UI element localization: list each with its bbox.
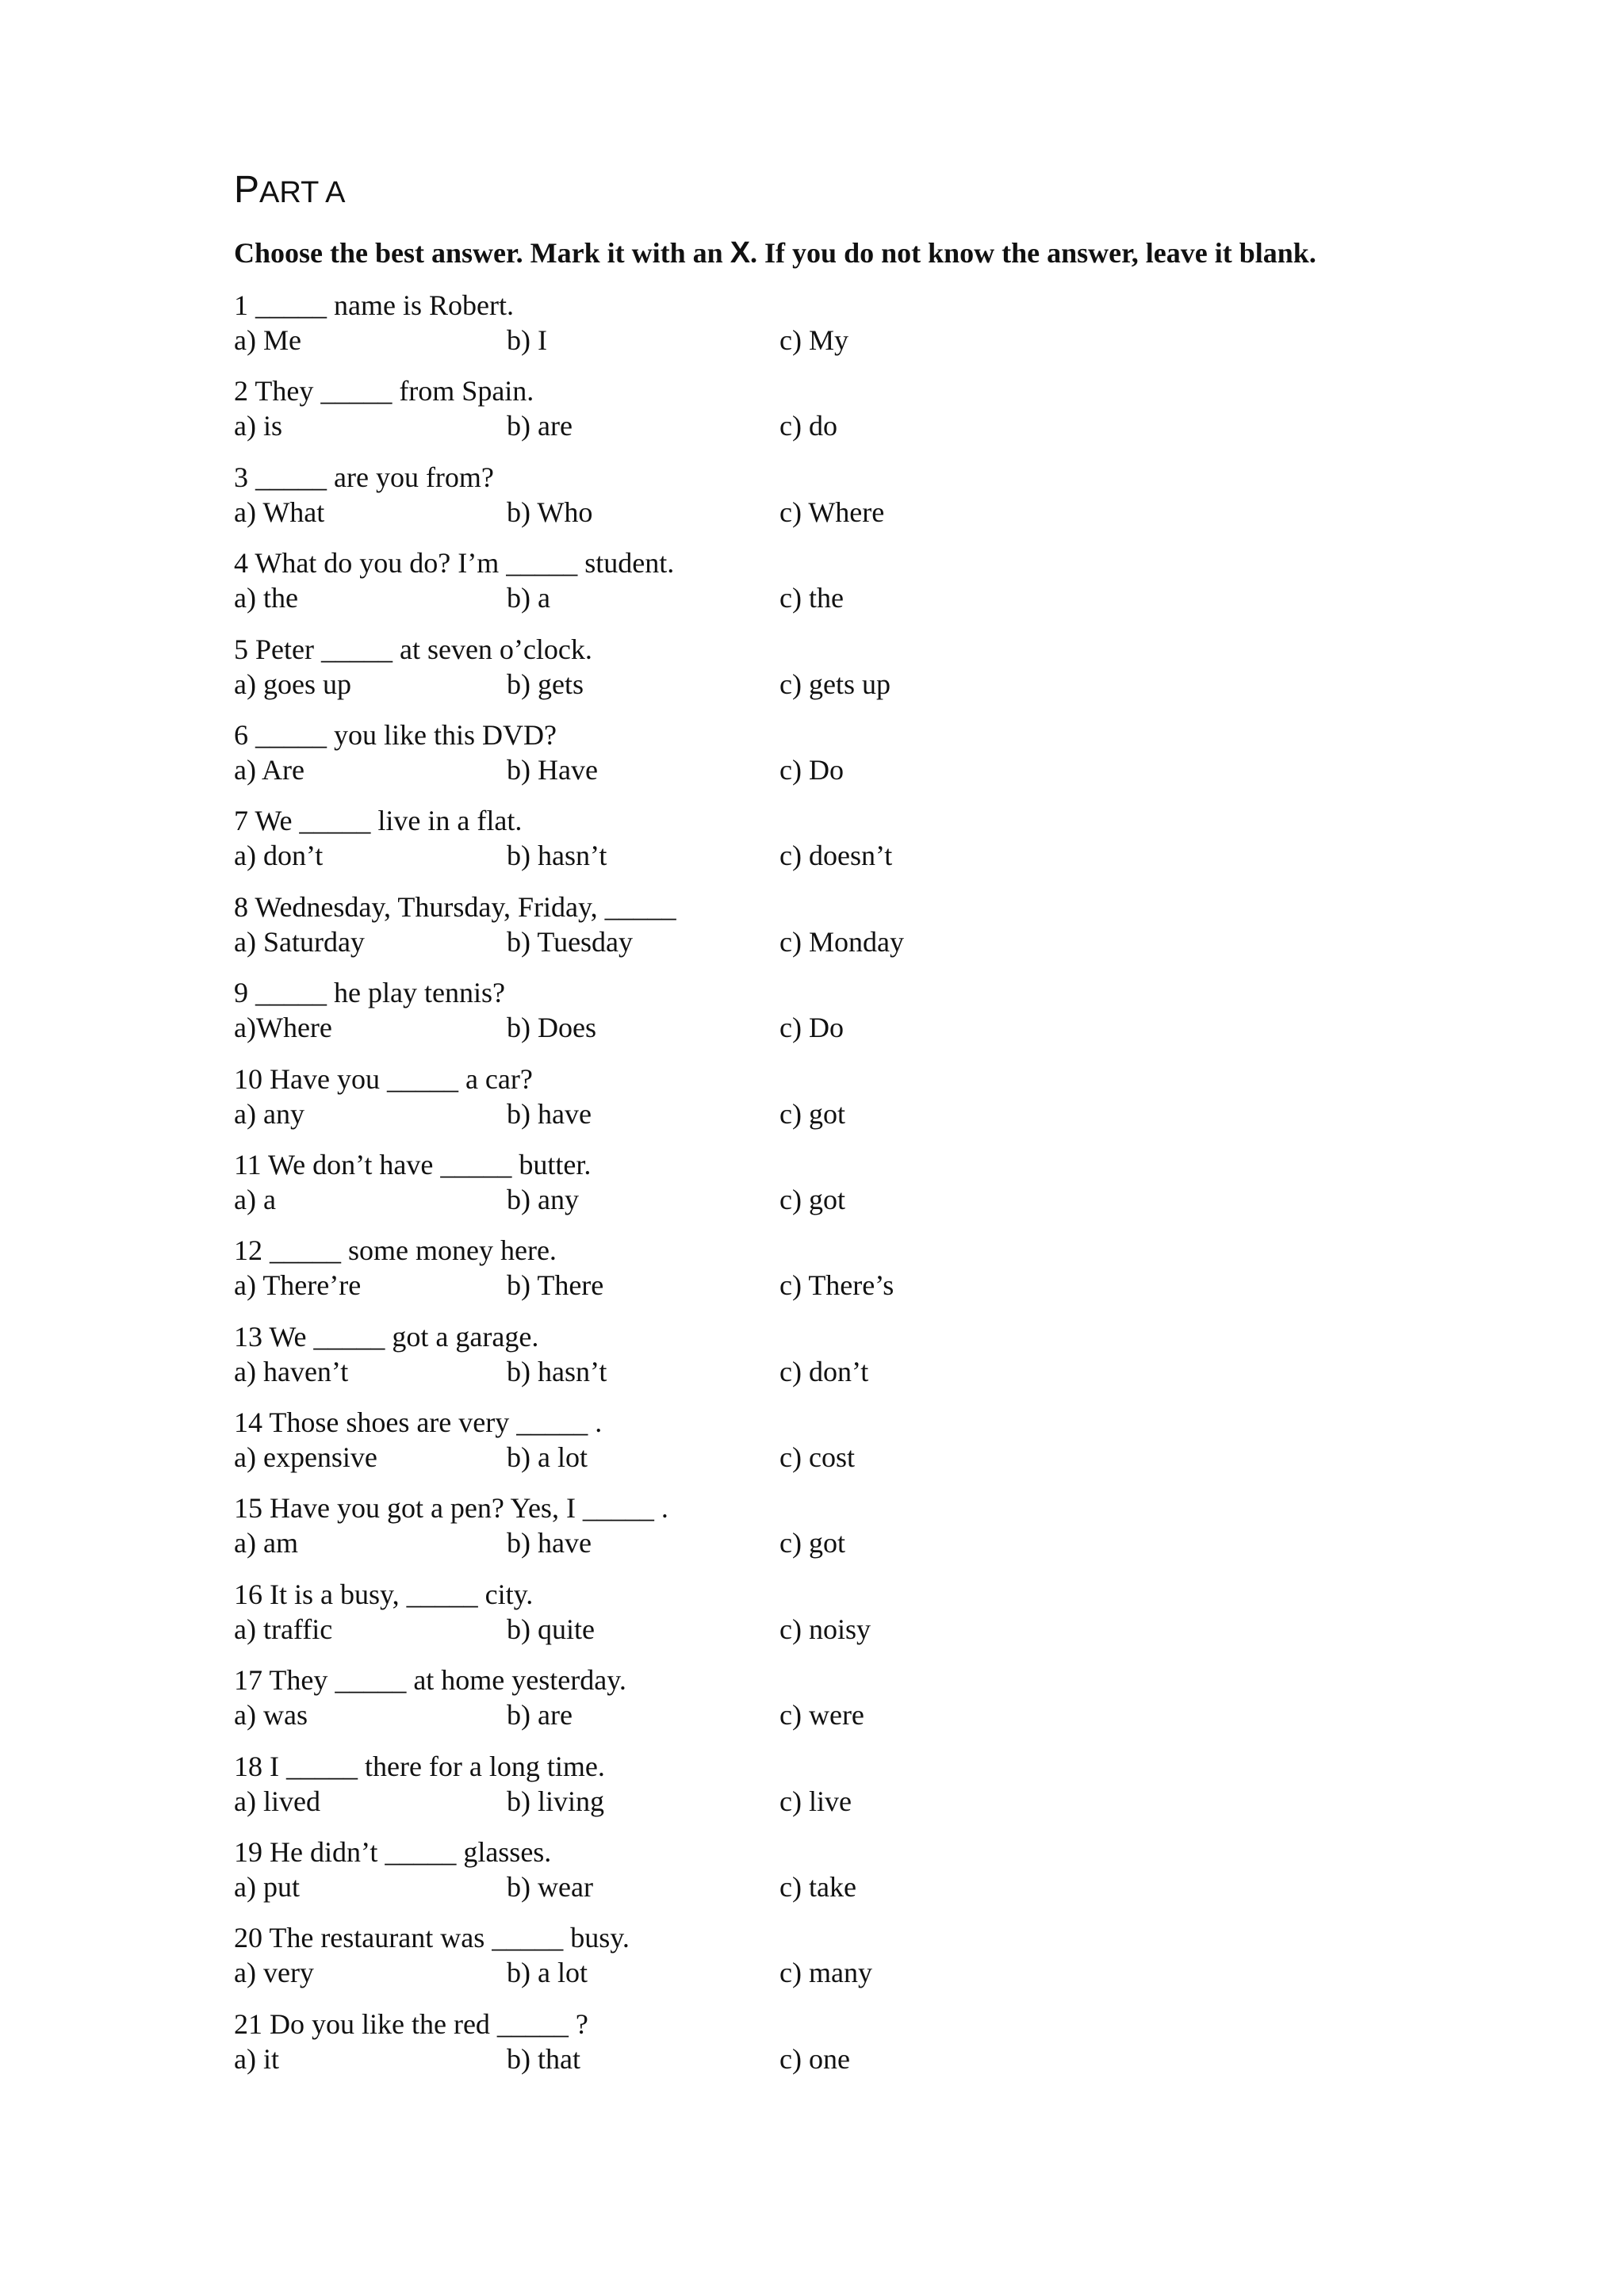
option-a[interactable]: a) haven’t [234, 1355, 349, 1387]
question-text: 9 _____ he play tennis? [234, 977, 505, 1009]
option-c[interactable]: c) live [779, 1785, 852, 1817]
answer-options [234, 2042, 1566, 2076]
answer-options [234, 838, 1566, 873]
option-a[interactable]: a) it [234, 2042, 279, 2075]
option-a[interactable]: a) lived [234, 1785, 320, 1817]
option-a[interactable]: a) Are [234, 753, 304, 786]
option-c[interactable]: c) My [779, 324, 848, 356]
question-text: 21 Do you like the red _____ ? [234, 2007, 588, 2040]
answer-options [234, 495, 1566, 530]
option-b[interactable]: b) hasn’t [507, 1355, 607, 1387]
mark-x-symbol: X [730, 236, 751, 270]
question-18 [234, 1749, 1566, 1835]
answer-options [234, 1784, 1566, 1819]
option-a[interactable]: a) There’re [234, 1269, 362, 1302]
question-text: 6 _____ you like this DVD? [234, 718, 557, 751]
option-c[interactable]: c) Do [779, 1012, 844, 1044]
option-b[interactable]: b) Does [507, 1012, 596, 1044]
question-text: 19 He didn’t _____ glasses. [234, 1836, 552, 1869]
question-4 [234, 545, 1566, 631]
option-c[interactable]: c) got [779, 1183, 845, 1215]
question-text: 7 We _____ live in a flat. [234, 805, 523, 837]
option-b[interactable]: b) wear [507, 1871, 593, 1904]
answer-options [234, 1010, 1566, 1045]
option-b[interactable]: b) a lot [507, 1441, 588, 1474]
question-13 [234, 1319, 1566, 1405]
question-text: 20 The restaurant was _____ busy. [234, 1922, 630, 1954]
question-11 [234, 1147, 1566, 1233]
option-b[interactable]: b) are [507, 410, 573, 442]
question-text: 1 _____ name is Robert. [234, 289, 514, 321]
answer-options [234, 667, 1566, 702]
option-c[interactable]: c) gets up [779, 668, 891, 700]
option-b[interactable]: b) gets [507, 668, 584, 700]
option-a[interactable]: a) goes up [234, 668, 351, 700]
answer-options [234, 924, 1566, 959]
option-c[interactable]: c) doesn’t [779, 840, 893, 872]
option-b[interactable]: b) a lot [507, 1957, 588, 1989]
question-list [234, 288, 1566, 2092]
question-20 [234, 1920, 1566, 2006]
question-15 [234, 1490, 1566, 1576]
option-b[interactable]: b) quite [507, 1613, 595, 1645]
option-a[interactable]: a) traffic [234, 1613, 333, 1645]
option-a[interactable]: a) is [234, 410, 282, 442]
option-b[interactable]: b) Have [507, 753, 598, 786]
option-c[interactable]: c) don’t [779, 1355, 869, 1387]
answer-options [234, 1182, 1566, 1217]
answer-options [234, 1096, 1566, 1131]
option-b[interactable]: b) I [507, 324, 547, 356]
question-text: 8 Wednesday, Thursday, Friday, _____ [234, 890, 676, 923]
option-a[interactable]: a) don’t [234, 840, 324, 872]
answer-options [234, 1697, 1566, 1732]
question-text: 12 _____ some money here. [234, 1234, 557, 1267]
option-c[interactable]: c) got [779, 1527, 845, 1559]
option-a[interactable]: a) Me [234, 324, 301, 356]
option-b[interactable]: b) living [507, 1785, 604, 1817]
option-b[interactable]: b) have [507, 1097, 592, 1130]
answer-options [234, 580, 1566, 615]
part-title [234, 166, 1566, 216]
option-c[interactable]: c) cost [779, 1441, 855, 1474]
option-b[interactable]: b) hasn’t [507, 840, 607, 872]
option-a[interactable]: a) am [234, 1527, 298, 1559]
question-16 [234, 1577, 1566, 1663]
option-c[interactable]: c) got [779, 1097, 845, 1130]
option-c[interactable]: c) take [779, 1871, 856, 1904]
option-c[interactable]: c) Do [779, 753, 844, 786]
instructions-before: Choose the best answer. Mark it with an [234, 237, 730, 269]
answer-options [234, 1268, 1566, 1303]
option-a[interactable]: a) Saturday [234, 925, 365, 958]
part-title-rest: ART A [259, 176, 346, 209]
question-6 [234, 718, 1566, 803]
question-10 [234, 1062, 1566, 1147]
question-text: 10 Have you _____ a car? [234, 1062, 533, 1095]
answer-options [234, 1612, 1566, 1647]
answer-options [234, 408, 1566, 443]
question-8 [234, 890, 1566, 975]
answer-options [234, 1525, 1566, 1560]
question-17 [234, 1663, 1566, 1748]
question-text: 15 Have you got a pen? Yes, I _____ . [234, 1492, 668, 1525]
answer-options [234, 1869, 1566, 1904]
option-c[interactable]: c) Where [779, 496, 885, 528]
option-a[interactable]: a) very [234, 1957, 314, 1989]
answer-options [234, 752, 1566, 787]
option-b[interactable]: b) Who [507, 496, 593, 528]
option-c[interactable]: c) many [779, 1957, 872, 1989]
option-b[interactable]: b) any [507, 1183, 579, 1215]
option-c[interactable]: c) Monday [779, 925, 904, 958]
answer-options [234, 1955, 1566, 1990]
option-a[interactable]: a) any [234, 1097, 304, 1130]
question-text: 5 Peter _____ at seven o’clock. [234, 633, 592, 665]
option-c[interactable]: c) were [779, 1699, 864, 1732]
question-9 [234, 975, 1566, 1061]
option-b[interactable]: b) a [507, 582, 550, 614]
instructions-after: . If you do not know the answer, leave it blank. [750, 237, 1316, 269]
question-text: 16 It is a busy, _____ city. [234, 1578, 534, 1610]
question-2 [234, 373, 1566, 459]
answer-options [234, 1354, 1566, 1389]
question-text: 2 They _____ from Spain. [234, 375, 534, 408]
answer-options [234, 323, 1566, 358]
option-c[interactable]: c) do [779, 410, 837, 442]
question-text: 18 I _____ there for a long time. [234, 1750, 605, 1782]
part-title-initial: P [234, 169, 260, 211]
option-a[interactable]: a) put [234, 1871, 300, 1904]
question-12 [234, 1233, 1566, 1318]
option-a[interactable]: a) What [234, 496, 325, 528]
worksheet-page [234, 166, 1566, 2092]
question-14 [234, 1405, 1566, 1490]
question-3 [234, 460, 1566, 545]
question-7 [234, 803, 1566, 889]
option-a[interactable]: a) the [234, 582, 298, 614]
question-21 [234, 2007, 1566, 2092]
option-a[interactable]: a)Where [234, 1012, 332, 1044]
option-b[interactable]: b) Tuesday [507, 925, 634, 958]
option-a[interactable]: a) expensive [234, 1441, 377, 1474]
option-c[interactable]: c) noisy [779, 1613, 871, 1645]
answer-options [234, 1440, 1566, 1475]
option-b[interactable]: b) There [507, 1269, 604, 1302]
question-text: 13 We _____ got a garage. [234, 1320, 539, 1353]
option-b[interactable]: b) are [507, 1699, 573, 1732]
question-text: 4 What do you do? I’m _____ student. [234, 547, 675, 580]
option-c[interactable]: c) one [779, 2042, 850, 2075]
option-c[interactable]: c) There’s [779, 1269, 894, 1302]
question-text: 17 They _____ at home yesterday. [234, 1664, 626, 1697]
instructions [234, 235, 1566, 270]
option-b[interactable]: b) that [507, 2042, 580, 2075]
question-text: 3 _____ are you from? [234, 461, 494, 493]
option-c[interactable]: c) the [779, 582, 844, 614]
question-5 [234, 632, 1566, 718]
option-a[interactable]: a) was [234, 1699, 308, 1732]
question-19 [234, 1835, 1566, 1920]
question-text: 11 We don’t have _____ butter. [234, 1148, 592, 1181]
question-text: 14 Those shoes are very _____ . [234, 1406, 603, 1439]
option-a[interactable]: a) a [234, 1183, 276, 1215]
option-b[interactable]: b) have [507, 1527, 592, 1559]
question-1 [234, 288, 1566, 373]
